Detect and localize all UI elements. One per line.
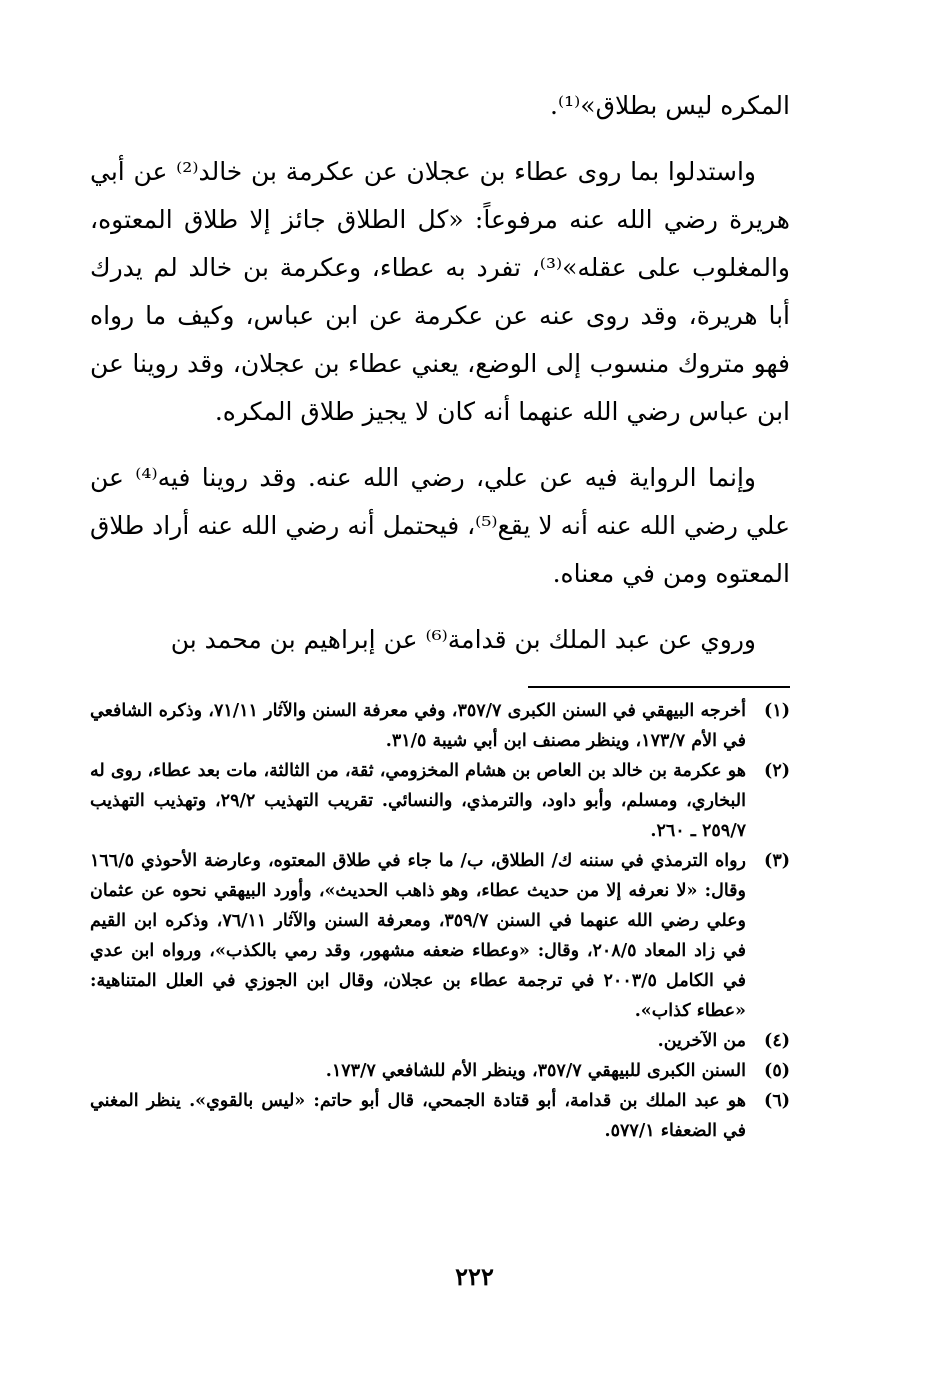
footnotes	[90, 696, 790, 1146]
paragraph-1: المكره ليس بطلاق»⁽¹⁾.	[550, 91, 790, 120]
footnote-5	[90, 1056, 790, 1086]
footnote-text: السنن الكبرى للبيهقي ٣٥٧/٧، وينظر الأم للشافعي ١٧٣/٧.	[325, 1061, 746, 1081]
paragraph-4: وروي عن عبد الملك بن قدامة⁽⁶⁾ عن إبراهيم بن محمد بن	[170, 625, 756, 654]
footnote-text: أخرجه البيهقي في السنن الكبرى ٣٥٧/٧، وفي معرفة السنن والآثار ٧١/١١، وذكره الشافعي في الأم ١٧٣/٧، وينظر مصنف ابن أبي شيبة ٣١/٥.	[90, 701, 746, 751]
footnote-number: (٦)	[764, 1091, 790, 1111]
footnote-number: (٢)	[764, 761, 790, 781]
footnote-1	[90, 696, 790, 756]
footnote-3	[90, 846, 790, 1026]
footnote-number: (٤)	[764, 1031, 790, 1051]
footnote-number: (٣)	[764, 851, 790, 871]
page-content	[90, 82, 790, 1146]
footnote-text: هو عبد الملك بن قدامة، أبو قتادة الجمحي، قال أبو حاتم: «ليس بالقوي». ينظر المغني في الضعفاء ٥٧٧/١.	[90, 1091, 746, 1141]
footnote-text: هو عكرمة بن خالد بن العاص بن هشام المخزومي، ثقة، من الثالثة، مات بعد عطاء، روى له البخاري، ومسلم، وأبو داود، والترمذي، والنسائي. تقريب التهذيب ٢٩/٢، وتهذيب التهذيب ٢٥٩/٧ ـ ٢٦٠.	[90, 761, 746, 841]
footnote-number: (٥)	[764, 1061, 790, 1081]
footnote-4	[90, 1026, 790, 1056]
footnote-6	[90, 1086, 790, 1146]
footnote-text: من الآخرين.	[657, 1031, 746, 1051]
paragraph-2: واستدلوا بما روى عطاء بن عجلان عن عكرمة بن خالد⁽²⁾ عن أبي هريرة رضي الله عنه مرفوعاً: «كل الطلاق جائز إلا طلاق المعتوه، والمغلوب على عقله»⁽³⁾، تفرد به عطاء، وعكرمة بن خالد لم يدرك أبا هريرة، وقد روى عنه عن عكرمة عن ابن عباس، وكيف ما رواه فهو متروك منسوب إلى الوضع، يعني عطاء بن عجلان، وقد روينا عن ابن عباس رضي الله عنهما أنه كان لا يجيز طلاق المكره.	[90, 157, 790, 426]
paragraph-3: وإنما الرواية فيه عن علي، رضي الله عنه. وقد روينا فيه⁽⁴⁾ عن علي رضي الله عنه أنه لا يقع⁽⁵⁾، فيحتمل أنه رضي الله عنه أراد طلاق المعتوه ومن في معناه.	[90, 463, 790, 588]
footnote-number: (١)	[764, 701, 790, 721]
footnote-text: رواه الترمذي في سننه ك/ الطلاق، ب/ ما جاء في طلاق المعتوه، وعارضة الأحوذي ١٦٦/٥ وقال: «لا نعرفه إلا من حديث عطاء، وهو ذاهب الحديث»، وأورد البيهقي نحوه عن عثمان وعلي رضي الله عنهما في السنن ٣٥٩/٧، ومعرفة السنن والآثار ٧٦/١١، وذكره ابن القيم في زاد المعاد ٢٠٨/٥، وقال: «وعطاء ضعفه مشهور، وقد رمي بالكذب»، ورواه ابن عدي في الكامل ٢٠٠٣/٥ في ترجمة عطاء بن عجلان، وقال ابن الجوزي في العلل المتناهية: «عطاء كذاب».	[90, 851, 747, 1021]
footnote-2	[90, 756, 790, 846]
footnote-divider	[528, 686, 790, 688]
page-number: ٢٢٢	[455, 1262, 494, 1291]
